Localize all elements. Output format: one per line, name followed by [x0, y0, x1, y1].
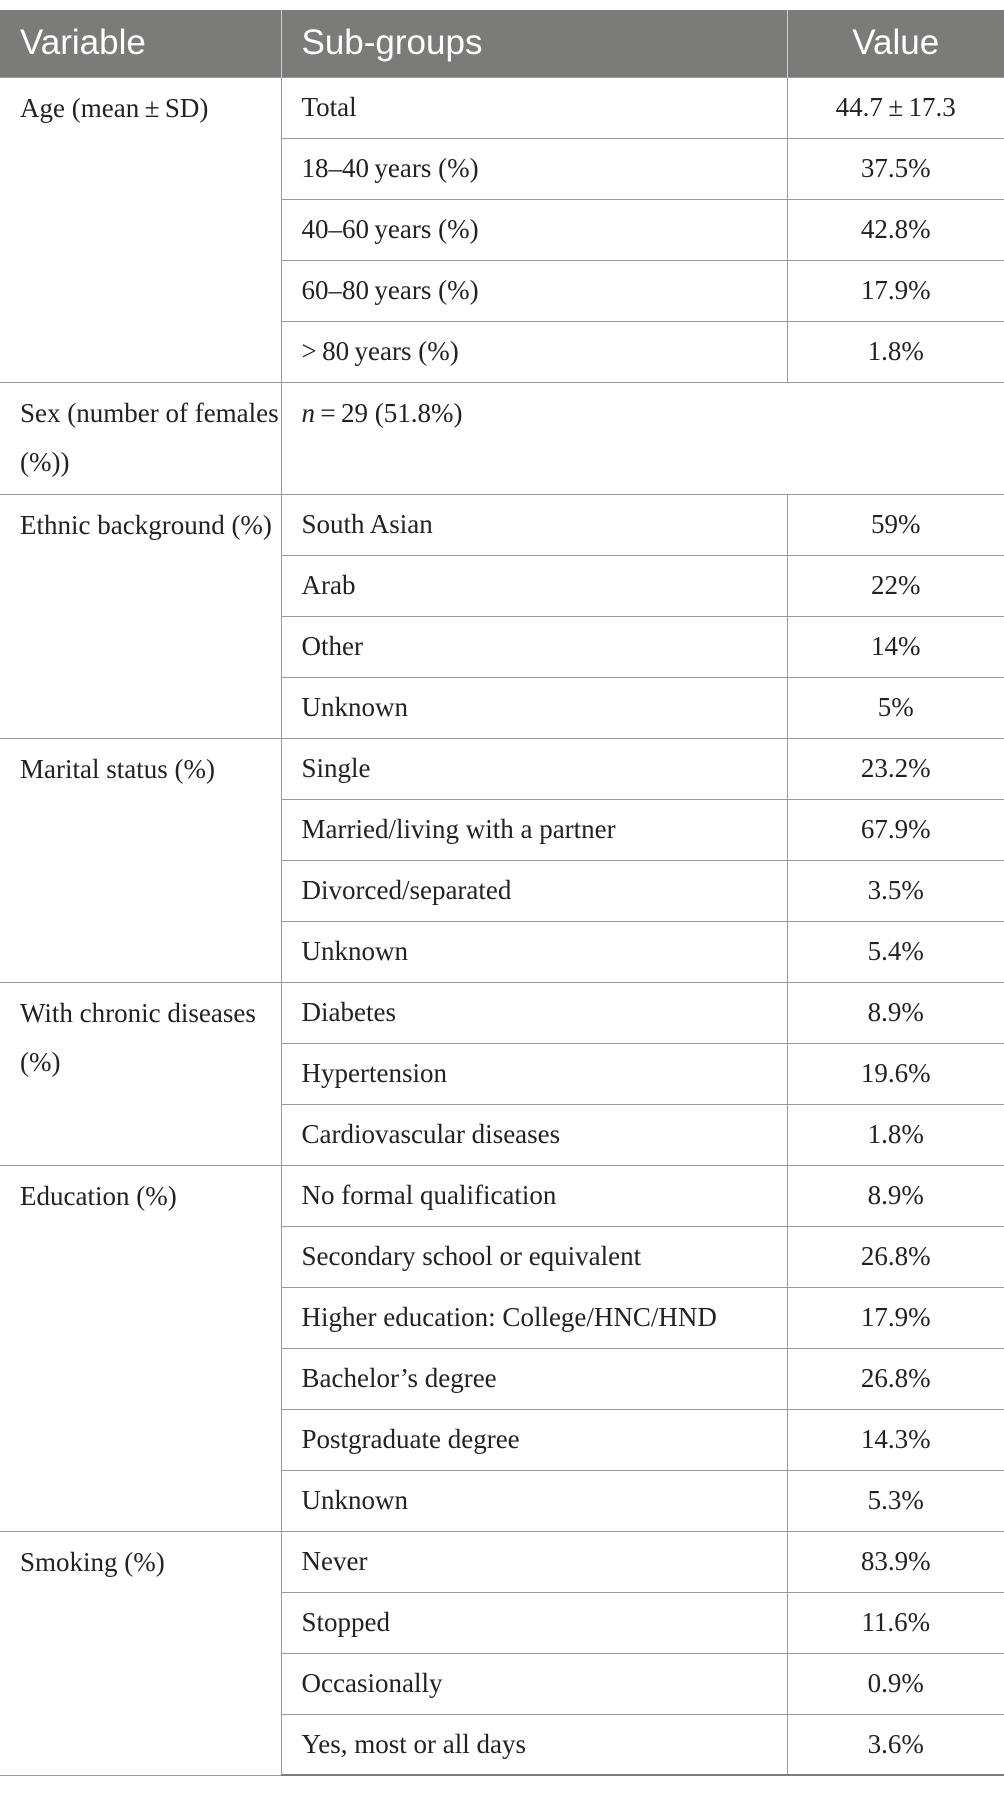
variable-ethnic: Ethnic background (%) [0, 494, 281, 738]
subgroup-cell: Unknown [281, 921, 787, 982]
subgroup-cell: Arab [281, 555, 787, 616]
value-cell: 0.9% [787, 1653, 1004, 1714]
value-cell: 42.8% [787, 199, 1004, 260]
table-header [0, 10, 1004, 77]
variable-education: Education (%) [0, 1165, 281, 1531]
table-body [0, 77, 1004, 1775]
value-cell: 3.6% [787, 1714, 1004, 1775]
value-cell: 59% [787, 494, 1004, 555]
value-cell: 14% [787, 616, 1004, 677]
subgroup-cell: Unknown [281, 677, 787, 738]
subgroup-cell: Cardiovascular diseases [281, 1104, 787, 1165]
variable-sex: Sex (number of females (%)) [0, 382, 281, 494]
subgroup-cell: South Asian [281, 494, 787, 555]
demographics-table [0, 10, 1004, 1776]
subgroup-cell: 18–40 years (%) [281, 138, 787, 199]
value-cell: 1.8% [787, 321, 1004, 382]
header-subgroups: Sub-groups [281, 10, 787, 77]
sex-count-cell [281, 382, 1004, 494]
value-cell: 5.3% [787, 1470, 1004, 1531]
subgroup-cell: 60–80 years (%) [281, 260, 787, 321]
table-row [0, 77, 1004, 138]
value-cell: 17.9% [787, 1287, 1004, 1348]
value-cell: 26.8% [787, 1226, 1004, 1287]
subgroup-cell: Never [281, 1531, 787, 1592]
variable-marital: Marital status (%) [0, 738, 281, 982]
variable-age: Age (mean ± SD) [0, 77, 281, 382]
subgroup-cell: Other [281, 616, 787, 677]
table-row [0, 382, 1004, 494]
subgroup-cell: Diabetes [281, 982, 787, 1043]
header-value: Value [787, 10, 1004, 77]
value-cell: 44.7 ± 17.3 [787, 77, 1004, 138]
subgroup-cell: Total [281, 77, 787, 138]
subgroup-cell: Divorced/separated [281, 860, 787, 921]
subgroup-cell: Hypertension [281, 1043, 787, 1104]
subgroup-cell: Postgraduate degree [281, 1409, 787, 1470]
value-cell: 83.9% [787, 1531, 1004, 1592]
subgroup-cell: Single [281, 738, 787, 799]
value-cell: 26.8% [787, 1348, 1004, 1409]
value-cell: 17.9% [787, 260, 1004, 321]
value-cell: 14.3% [787, 1409, 1004, 1470]
value-cell: 22% [787, 555, 1004, 616]
header-variable: Variable [0, 10, 281, 77]
value-cell: 1.8% [787, 1104, 1004, 1165]
sex-n-symbol: n [301, 397, 315, 428]
subgroup-cell: Occasionally [281, 1653, 787, 1714]
value-cell: 3.5% [787, 860, 1004, 921]
subgroup-cell: No formal qualification [281, 1165, 787, 1226]
table-row [0, 1531, 1004, 1592]
value-cell: 5% [787, 677, 1004, 738]
subgroup-cell: Yes, most or all days [281, 1714, 787, 1775]
sex-count-value: = 29 (51.8%) [315, 397, 463, 428]
value-cell: 23.2% [787, 738, 1004, 799]
value-cell: 11.6% [787, 1592, 1004, 1653]
value-cell: 5.4% [787, 921, 1004, 982]
subgroup-cell: Secondary school or equivalent [281, 1226, 787, 1287]
subgroup-cell: Unknown [281, 1470, 787, 1531]
variable-chronic: With chronic diseases (%) [0, 982, 281, 1165]
subgroup-cell: Married/living with a partner [281, 799, 787, 860]
value-cell: 8.9% [787, 982, 1004, 1043]
subgroup-cell: Bachelor’s degree [281, 1348, 787, 1409]
value-cell: 19.6% [787, 1043, 1004, 1104]
variable-smoking: Smoking (%) [0, 1531, 281, 1775]
table-row [0, 982, 1004, 1043]
table-row [0, 1165, 1004, 1226]
subgroup-cell: Stopped [281, 1592, 787, 1653]
subgroup-cell: Higher education: College/HNC/HND [281, 1287, 787, 1348]
table-row [0, 494, 1004, 555]
value-cell: 8.9% [787, 1165, 1004, 1226]
subgroup-cell: 40–60 years (%) [281, 199, 787, 260]
value-cell: 37.5% [787, 138, 1004, 199]
value-cell: 67.9% [787, 799, 1004, 860]
subgroup-cell: > 80 years (%) [281, 321, 787, 382]
table-row [0, 738, 1004, 799]
